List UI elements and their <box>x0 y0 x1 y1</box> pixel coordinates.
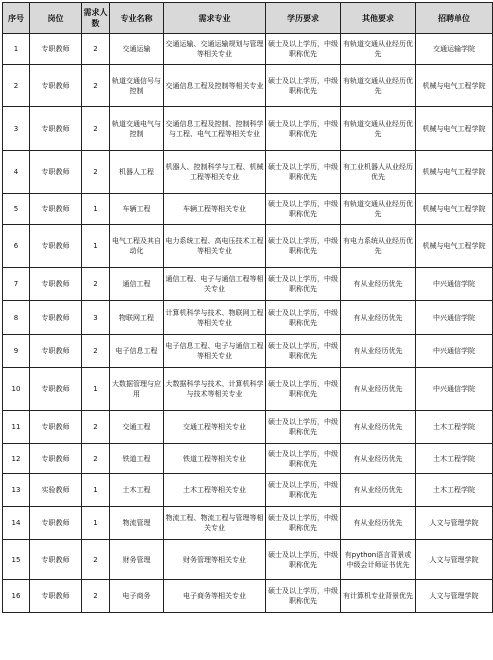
cell-major: 机器人工程 <box>110 151 164 194</box>
cell-req-major: 机器人、控制科学与工程、机械工程等相关专业 <box>164 151 266 194</box>
cell-no: 12 <box>3 444 30 474</box>
cell-edu: 硕士及以上学历，中级职称优先 <box>266 580 341 613</box>
cell-unit: 土木工程学院 <box>416 444 493 474</box>
cell-count: 2 <box>82 580 110 613</box>
cell-major: 轨道交通电气与控制 <box>110 107 164 151</box>
recruitment-table <box>2 2 493 613</box>
cell-no: 14 <box>3 507 30 540</box>
cell-count: 1 <box>82 507 110 540</box>
cell-major: 大数据管理与应用 <box>110 368 164 411</box>
cell-post: 专职教师 <box>30 107 82 151</box>
table-row <box>3 225 493 268</box>
cell-count: 2 <box>82 268 110 301</box>
cell-req-major: 通信工程、电子与通信工程等相关专业 <box>164 268 266 301</box>
cell-unit: 机械与电气工程学院 <box>416 194 493 225</box>
cell-count: 1 <box>82 225 110 268</box>
header-count: 需求人数 <box>82 3 110 34</box>
cell-req-major: 物流工程、物流工程与管理等相关专业 <box>164 507 266 540</box>
cell-no: 16 <box>3 580 30 613</box>
cell-count: 2 <box>82 151 110 194</box>
cell-post: 专职教师 <box>30 580 82 613</box>
cell-major: 电子商务 <box>110 580 164 613</box>
cell-major: 物流管理 <box>110 507 164 540</box>
cell-post: 专职教师 <box>30 34 82 65</box>
cell-major: 土木工程 <box>110 474 164 507</box>
table-row <box>3 507 493 540</box>
cell-other: 有电力系统从业经历优先 <box>341 225 416 268</box>
cell-count: 1 <box>82 194 110 225</box>
cell-req-major: 交通信息工程及控制等相关专业 <box>164 65 266 107</box>
cell-no: 7 <box>3 268 30 301</box>
header-post: 岗位 <box>30 3 82 34</box>
table-row <box>3 107 493 151</box>
cell-post: 专职教师 <box>30 368 82 411</box>
table-row <box>3 34 493 65</box>
table-row <box>3 301 493 335</box>
cell-major: 电子信息工程 <box>110 335 164 368</box>
cell-post: 专职教师 <box>30 507 82 540</box>
cell-unit: 人文与管理学院 <box>416 580 493 613</box>
cell-count: 1 <box>82 474 110 507</box>
cell-post: 专职教师 <box>30 268 82 301</box>
table-row <box>3 540 493 580</box>
cell-post: 专职教师 <box>30 194 82 225</box>
cell-req-major: 交通工程等相关专业 <box>164 411 266 444</box>
cell-edu: 硕士及以上学历，中级职称优先 <box>266 301 341 335</box>
cell-edu: 硕士及以上学历，中级职称优先 <box>266 34 341 65</box>
header-no: 序号 <box>3 3 30 34</box>
cell-other: 有从业经历优先 <box>341 335 416 368</box>
cell-edu: 硕士及以上学历，中级职称优先 <box>266 107 341 151</box>
cell-unit: 中兴通信学院 <box>416 335 493 368</box>
cell-no: 6 <box>3 225 30 268</box>
cell-no: 3 <box>3 107 30 151</box>
table-row <box>3 411 493 444</box>
cell-count: 1 <box>82 368 110 411</box>
cell-req-major: 电力系统工程、高电压技术工程等相关专业 <box>164 225 266 268</box>
table-row <box>3 151 493 194</box>
cell-unit: 中兴通信学院 <box>416 268 493 301</box>
cell-other: 有从业经历优先 <box>341 301 416 335</box>
cell-major: 物联网工程 <box>110 301 164 335</box>
cell-post: 实验教师 <box>30 474 82 507</box>
cell-req-major: 电子信息工程、电子与通信工程等相关专业 <box>164 335 266 368</box>
recruitment-table-sheet <box>2 2 493 613</box>
cell-major: 车辆工程 <box>110 194 164 225</box>
cell-other: 有从业经历优先 <box>341 474 416 507</box>
header-major: 专业名称 <box>110 3 164 34</box>
cell-req-major: 土木工程等相关专业 <box>164 474 266 507</box>
header-other: 其他要求 <box>341 3 416 34</box>
cell-no: 10 <box>3 368 30 411</box>
cell-unit: 交通运输学院 <box>416 34 493 65</box>
cell-unit: 机械与电气工程学院 <box>416 151 493 194</box>
table-row <box>3 335 493 368</box>
header-unit: 招聘单位 <box>416 3 493 34</box>
cell-other: 有计算机专业背景优先 <box>341 580 416 613</box>
cell-edu: 硕士及以上学历，中级职称优先 <box>266 368 341 411</box>
cell-other: 有轨道交通从业经历优先 <box>341 194 416 225</box>
cell-edu: 硕士及以上学历，中级职称优先 <box>266 540 341 580</box>
cell-req-major: 交通信息工程及控制、控制科学与工程、电气工程等相关专业 <box>164 107 266 151</box>
cell-post: 专职教师 <box>30 444 82 474</box>
cell-major: 电气工程及其自动化 <box>110 225 164 268</box>
cell-req-major: 交通运输、交通运输规划与管理等相关专业 <box>164 34 266 65</box>
cell-edu: 硕士及以上学历，中级职称优先 <box>266 507 341 540</box>
cell-req-major: 财务管理等相关专业 <box>164 540 266 580</box>
table-row <box>3 268 493 301</box>
cell-req-major: 铁道工程等相关专业 <box>164 444 266 474</box>
cell-count: 2 <box>82 34 110 65</box>
cell-other: 有从业经历优先 <box>341 368 416 411</box>
cell-no: 8 <box>3 301 30 335</box>
header-req-major: 需求专业 <box>164 3 266 34</box>
cell-count: 2 <box>82 540 110 580</box>
cell-no: 13 <box>3 474 30 507</box>
cell-edu: 硕士及以上学历，中级职称优先 <box>266 335 341 368</box>
cell-unit: 土木工程学院 <box>416 474 493 507</box>
cell-unit: 中兴通信学院 <box>416 368 493 411</box>
cell-req-major: 计算机科学与技术、物联网工程等相关专业 <box>164 301 266 335</box>
table-row <box>3 65 493 107</box>
cell-post: 专职教师 <box>30 540 82 580</box>
cell-no: 15 <box>3 540 30 580</box>
cell-count: 2 <box>82 411 110 444</box>
cell-major: 交通运输 <box>110 34 164 65</box>
cell-count: 2 <box>82 335 110 368</box>
table-row <box>3 368 493 411</box>
cell-other: 有轨道交通从业经历优先 <box>341 107 416 151</box>
cell-edu: 硕士及以上学历，中级职称优先 <box>266 411 341 444</box>
cell-edu: 硕士及以上学历，中级职称优先 <box>266 151 341 194</box>
cell-edu: 硕士及以上学历，中级职称优先 <box>266 268 341 301</box>
cell-major: 轨道交通信号与控制 <box>110 65 164 107</box>
cell-post: 专职教师 <box>30 225 82 268</box>
cell-post: 专职教师 <box>30 65 82 107</box>
cell-major: 财务管理 <box>110 540 164 580</box>
cell-no: 5 <box>3 194 30 225</box>
cell-post: 专职教师 <box>30 411 82 444</box>
cell-no: 11 <box>3 411 30 444</box>
header-row <box>3 3 493 34</box>
cell-major: 交通工程 <box>110 411 164 444</box>
cell-count: 3 <box>82 301 110 335</box>
cell-other: 有python语言背景或中级会计师证书优先 <box>341 540 416 580</box>
cell-edu: 硕士及以上学历，中级职称优先 <box>266 225 341 268</box>
cell-other: 有轨道交通从业经历优先 <box>341 65 416 107</box>
cell-no: 9 <box>3 335 30 368</box>
cell-edu: 硕士及以上学历，中级职称优先 <box>266 194 341 225</box>
table-row <box>3 194 493 225</box>
cell-unit: 机械与电气工程学院 <box>416 107 493 151</box>
cell-count: 2 <box>82 107 110 151</box>
cell-unit: 机械与电气工程学院 <box>416 225 493 268</box>
cell-other: 有从业经历优先 <box>341 507 416 540</box>
cell-req-major: 车辆工程等相关专业 <box>164 194 266 225</box>
cell-other: 有轨道交通从业经历优先 <box>341 34 416 65</box>
cell-unit: 中兴通信学院 <box>416 301 493 335</box>
cell-unit: 土木工程学院 <box>416 411 493 444</box>
cell-other: 有工业机器人从业经历优先 <box>341 151 416 194</box>
cell-major: 通信工程 <box>110 268 164 301</box>
cell-no: 4 <box>3 151 30 194</box>
table-body <box>3 34 493 613</box>
cell-req-major: 大数据科学与技术、计算机科学与技术等相关专业 <box>164 368 266 411</box>
cell-post: 专职教师 <box>30 301 82 335</box>
header-edu: 学历要求 <box>266 3 341 34</box>
cell-count: 2 <box>82 65 110 107</box>
cell-unit: 人文与管理学院 <box>416 507 493 540</box>
cell-post: 专职教师 <box>30 151 82 194</box>
cell-edu: 硕士及以上学历，中级职称优先 <box>266 474 341 507</box>
table-row <box>3 444 493 474</box>
cell-no: 2 <box>3 65 30 107</box>
cell-req-major: 电子商务等相关专业 <box>164 580 266 613</box>
cell-post: 专职教师 <box>30 335 82 368</box>
cell-major: 铁道工程 <box>110 444 164 474</box>
cell-edu: 硕士及以上学历，中级职称优先 <box>266 444 341 474</box>
cell-no: 1 <box>3 34 30 65</box>
cell-other: 有从业经历优先 <box>341 411 416 444</box>
cell-edu: 硕士及以上学历，中级职称优先 <box>266 65 341 107</box>
cell-other: 有从业经历优先 <box>341 268 416 301</box>
table-row <box>3 580 493 613</box>
cell-unit: 人文与管理学院 <box>416 540 493 580</box>
cell-count: 2 <box>82 444 110 474</box>
table-row <box>3 474 493 507</box>
cell-unit: 机械与电气工程学院 <box>416 65 493 107</box>
cell-other: 有从业经历优先 <box>341 444 416 474</box>
